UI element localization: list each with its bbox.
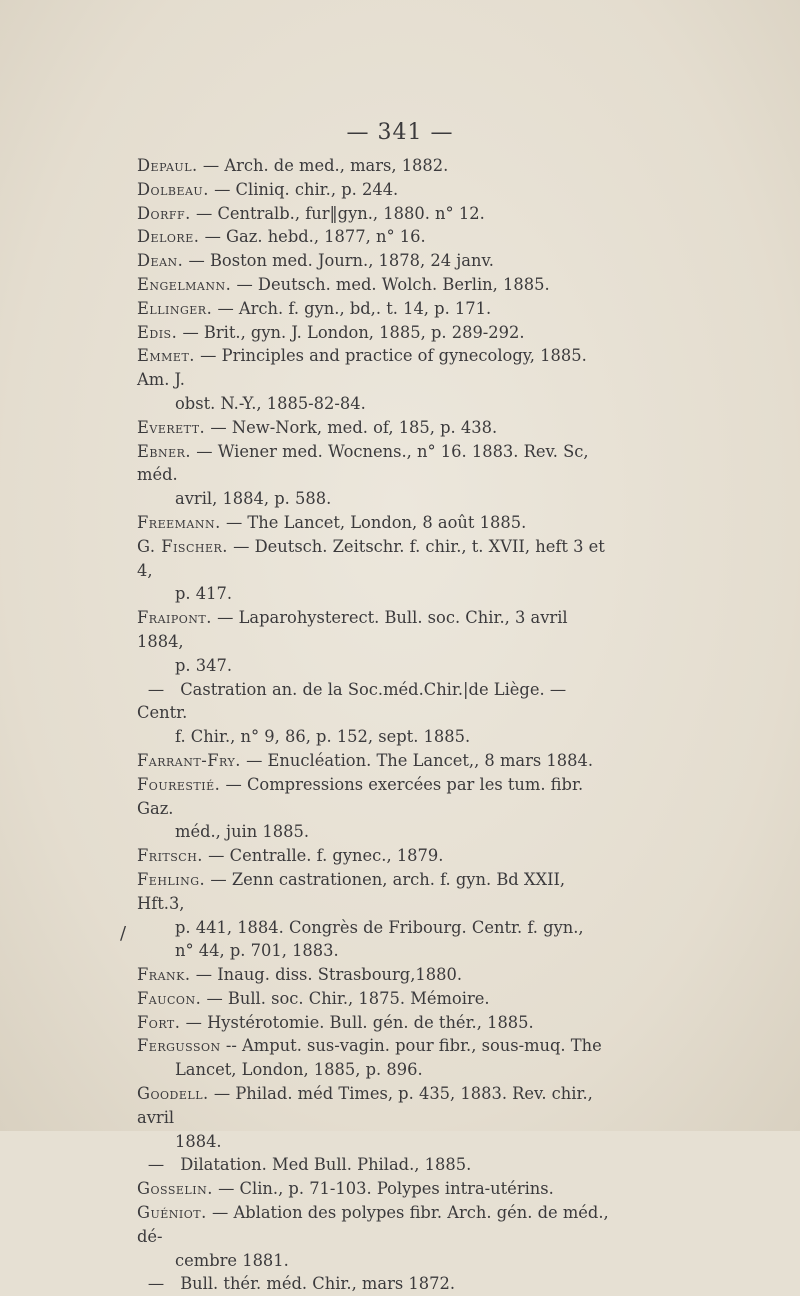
entry-continuation: 1884.	[175, 1131, 222, 1151]
entry-author: Goodell.	[137, 1084, 209, 1104]
entry-text: — Brit., gyn. J. London, 1885, p. 289-292.	[182, 322, 525, 342]
entry-author: Fritsch.	[137, 846, 203, 866]
entry-author: Dean.	[137, 251, 184, 271]
entry-text: — Boston med. Journ., 1878, 24 janv.	[188, 251, 494, 271]
entry-continuation: obst. N.-Y., 1885-82-84.	[175, 393, 366, 413]
entry-text: — Zenn castrationen, arch. f. gyn. Bd XXII, Hft.3,	[137, 869, 566, 913]
bibliography-entry	[137, 678, 617, 749]
entry-text: — Laparohysterect. Bull. soc. Chir., 3 avril 1884,	[137, 608, 568, 651]
entry-text: — Arch. de med., mars, 1882.	[202, 156, 449, 175]
entry-text: -- Amput. sus-vagin. pour fibr., sous-muq. The	[225, 1036, 602, 1056]
bibliography-entry	[137, 225, 617, 249]
entry-text: — Centralle. f. gynec., 1879.	[208, 846, 444, 866]
bibliography-entry	[137, 344, 617, 415]
entry-author: —	[147, 679, 165, 699]
entry-text: Bull. thér. méd. Chir., mars 1872.	[180, 1274, 455, 1294]
entry-text: — Principles and practice of gynecology, 1885. Am. J.	[137, 346, 587, 390]
margin-mark: /	[120, 923, 127, 944]
entry-author: Ellinger.	[137, 298, 213, 318]
bibliography-entry	[137, 1272, 617, 1296]
entry-author: Fourestié.	[137, 774, 221, 794]
entry-continuation: p. 417.	[175, 584, 233, 604]
entry-author: Fort.	[137, 1012, 181, 1032]
entry-continuation: p. 441, 1884. Congrès de Fribourg. Centr. f. gyn.,	[175, 917, 584, 937]
entry-author: Engelmann.	[137, 274, 232, 294]
entry-text: — Deutsch. med. Wolch. Berlin, 1885.	[236, 274, 550, 294]
entry-text: — Centralb., fur‖gyn., 1880. n° 12.	[195, 203, 485, 223]
entry-author: Frank.	[137, 965, 191, 985]
entry-author: G. Fischer.	[137, 536, 228, 556]
entry-text: — Enucléation. The Lancet,, 8 mars 1884.	[246, 750, 594, 770]
entry-text: — Hystérotomie. Bull. gén. de thér., 1885.	[185, 1012, 534, 1032]
entry-continuation: n° 44, p. 701, 1883.	[175, 941, 339, 961]
bibliography-list	[137, 154, 617, 1296]
bibliography-entry	[137, 511, 617, 535]
entry-author: Emmet.	[137, 346, 195, 366]
entry-text: — Arch. f. gyn., bd,. t. 14, p. 171.	[217, 298, 492, 318]
bibliography-entry	[137, 321, 617, 345]
bibliography-entry	[137, 1034, 617, 1082]
entry-author: Dorff.	[137, 203, 191, 223]
bibliography-entry	[137, 154, 617, 178]
entry-text: — Gaz. hebd., 1877, n° 16.	[204, 227, 426, 247]
entry-continuation: p. 347.	[175, 655, 233, 675]
entry-author: Freemann.	[137, 512, 221, 532]
entry-continuation: f. Chir., n° 9, 86, p. 152, sept. 1885.	[175, 727, 471, 747]
bibliography-entry	[137, 963, 617, 987]
bibliography-entry	[137, 535, 617, 606]
entry-text: — New-Nork, med. of, 185, p. 438.	[210, 417, 498, 437]
entry-text: — Ablation des polypes fibr. Arch. gén. de méd., dé-	[137, 1203, 609, 1246]
bibliography-entry	[137, 1082, 617, 1153]
entry-author: Faucon.	[137, 988, 202, 1008]
bibliography-entry	[137, 868, 617, 963]
bibliography-entry	[137, 749, 617, 773]
bibliography-entry	[137, 297, 617, 321]
entry-text: — Philad. méd Times, p. 435, 1883. Rev. chir., avril	[137, 1084, 593, 1127]
bibliography-entry	[137, 844, 617, 868]
entry-text: — Cliniq. chir., p. 244.	[214, 179, 399, 199]
bibliography-entry	[137, 416, 617, 440]
entry-continuation: cembre 1881.	[175, 1250, 289, 1270]
entry-author: Delore.	[137, 227, 200, 247]
entry-author: Farrant-Fry.	[137, 750, 241, 770]
bibliography-entry	[137, 202, 617, 226]
entry-author: Fraipont.	[137, 608, 212, 628]
entry-author: —	[147, 1274, 165, 1294]
entry-text: — The Lancet, London, 8 août 1885.	[225, 512, 527, 532]
entry-text: — Inaug. diss. Strasbourg,1880.	[195, 965, 463, 985]
entry-author: Gosselin.	[137, 1179, 213, 1199]
entry-text: Castration an. de la Soc.méd.Chir.|de Liège. — Centr.	[137, 679, 567, 723]
entry-text: — Wiener med. Wocnens., n° 16. 1883. Rev. Sc, méd.	[137, 441, 589, 485]
entry-continuation: avril, 1884, p. 588.	[175, 489, 332, 509]
bibliography-entry	[137, 273, 617, 297]
entry-author: Fergusson	[137, 1036, 221, 1056]
bibliography-entry	[137, 178, 617, 202]
entry-text: — Clin., p. 71-103. Polypes intra-utérins.	[218, 1179, 554, 1199]
entry-continuation: méd., juin 1885.	[175, 822, 310, 842]
bibliography-entry	[137, 987, 617, 1011]
bibliography-entry	[137, 606, 617, 677]
page-number: — 341 —	[346, 120, 454, 145]
entry-text: Dilatation. Med Bull. Philad., 1885.	[180, 1155, 472, 1175]
bibliography-entry	[137, 249, 617, 273]
bibliography-entry	[137, 773, 617, 844]
entry-author: Edis.	[137, 322, 178, 342]
entry-author: Fehling.	[137, 869, 206, 889]
entry-author: Ebner.	[137, 441, 192, 461]
bibliography-entry	[137, 1153, 617, 1177]
bibliography-entry	[137, 1011, 617, 1035]
entry-author: —	[147, 1155, 165, 1175]
entry-author: Depaul.	[137, 156, 198, 175]
bibliography-entry	[137, 1177, 617, 1201]
bibliography-entry	[137, 1201, 617, 1272]
entry-text: — Compressions exercées par les tum. fibr. Gaz.	[137, 774, 584, 818]
entry-text: — Bull. soc. Chir., 1875. Mémoire.	[206, 988, 490, 1008]
entry-text: — Deutsch. Zeitschr. f. chir., t. XVII, heft 3 et 4,	[137, 536, 605, 580]
entry-continuation: Lancet, London, 1885, p. 896.	[175, 1060, 423, 1080]
entry-author: Guéniot.	[137, 1203, 207, 1223]
entry-author: Dolbeau.	[137, 179, 209, 199]
entry-author: Everett.	[137, 417, 206, 437]
bibliography-entry	[137, 440, 617, 511]
